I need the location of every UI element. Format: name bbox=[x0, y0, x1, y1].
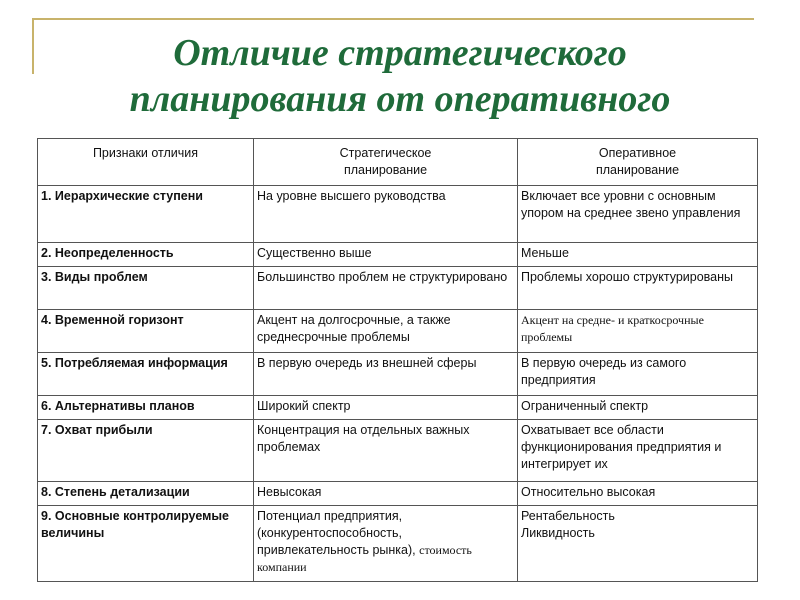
row-strategic: Большинство проблем не структурировано bbox=[254, 267, 518, 310]
row-strategic-note: стоимость компании bbox=[257, 543, 472, 574]
row-criterion: 1. Иерархические ступени bbox=[38, 186, 254, 243]
row-strategic: Широкий спектр bbox=[254, 396, 518, 420]
row-criterion: 9. Основные контролируемые величины bbox=[38, 506, 254, 582]
row-strategic: Невысокая bbox=[254, 482, 518, 506]
row-operational: В первую очередь из самого предприятия bbox=[518, 353, 758, 396]
row-strategic: На уровне высшего руководства bbox=[254, 186, 518, 243]
row-criterion: 7. Охват прибыли bbox=[38, 420, 254, 482]
table-row bbox=[38, 420, 758, 482]
row-operational: Акцент на средне- и краткосрочные проблемы bbox=[518, 310, 758, 353]
header-strategic: Стратегическое планирование bbox=[254, 139, 518, 186]
table-row bbox=[38, 186, 758, 243]
header-criteria: Признаки отличия bbox=[38, 139, 254, 186]
table-row bbox=[38, 267, 758, 310]
slide-title bbox=[40, 30, 760, 122]
row-operational: Включает все уровни с основным упором на среднее звено управления bbox=[518, 186, 758, 243]
row-strategic: Существенно выше bbox=[254, 243, 518, 267]
table-row bbox=[38, 506, 758, 582]
row-operational: Относительно высокая bbox=[518, 482, 758, 506]
row-strategic-text: Потенциал предприятия, (конкурентоспособность, привлекательность рынка), bbox=[257, 509, 416, 557]
row-operational-line: Ликвидность bbox=[521, 526, 595, 540]
row-strategic: Концентрация на отдельных важных проблемах bbox=[254, 420, 518, 482]
header-operational: Оперативное планирование bbox=[518, 139, 758, 186]
row-criterion: 2. Неопределенность bbox=[38, 243, 254, 267]
row-operational bbox=[518, 506, 758, 582]
table-row bbox=[38, 482, 758, 506]
table-row bbox=[38, 310, 758, 353]
row-criterion: 6. Альтернативы планов bbox=[38, 396, 254, 420]
slide-title-line-1: Отличие стратегического bbox=[173, 32, 627, 74]
table-row bbox=[38, 396, 758, 420]
table-row bbox=[38, 243, 758, 267]
row-criterion: 8. Степень детализации bbox=[38, 482, 254, 506]
row-operational: Охватывает все области функционирования предприятия и интегрирует их bbox=[518, 420, 758, 482]
slide-title-line-2: планирования от оперативного bbox=[129, 78, 671, 120]
table-row bbox=[38, 353, 758, 396]
decorative-frame-left bbox=[32, 18, 34, 74]
decorative-frame-top bbox=[32, 18, 754, 20]
row-operational: Ограниченный спектр bbox=[518, 396, 758, 420]
row-operational-line: Рентабельность bbox=[521, 509, 615, 523]
row-operational: Проблемы хорошо структурированы bbox=[518, 267, 758, 310]
row-strategic bbox=[254, 506, 518, 582]
row-operational: Меньше bbox=[518, 243, 758, 267]
row-strategic: В первую очередь из внешней сферы bbox=[254, 353, 518, 396]
row-criterion: 3. Виды проблем bbox=[38, 267, 254, 310]
table-header-row bbox=[38, 139, 758, 186]
row-criterion: 5. Потребляемая информация bbox=[38, 353, 254, 396]
comparison-table bbox=[37, 138, 758, 582]
row-strategic: Акцент на долгосрочные, а также среднесрочные проблемы bbox=[254, 310, 518, 353]
row-criterion: 4. Временной горизонт bbox=[38, 310, 254, 353]
